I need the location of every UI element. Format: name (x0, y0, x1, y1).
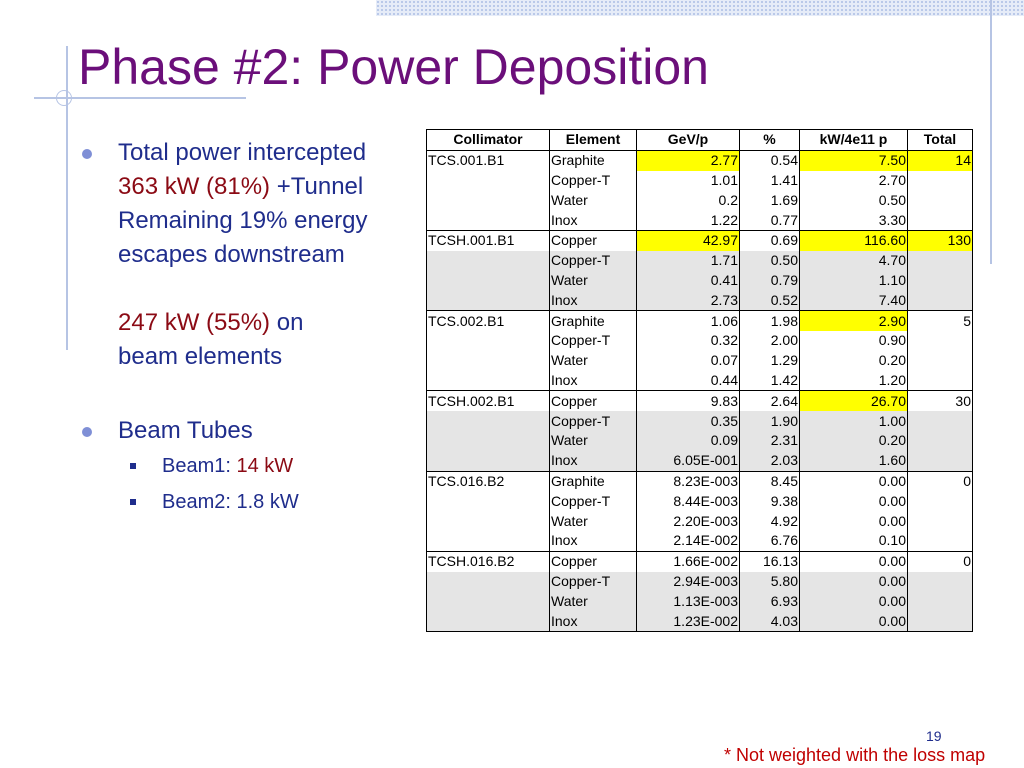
cell-kw: 2.90 (800, 311, 908, 331)
cell-percent: 1.98 (740, 311, 800, 331)
table-row (427, 290, 973, 310)
slide-title: Phase #2: Power Deposition (78, 39, 709, 95)
cell-kw: 1.60 (800, 451, 908, 471)
cell-gev-per-p: 1.01 (637, 171, 740, 191)
col-header-collimator: Collimator (427, 130, 550, 151)
cell-element: Copper-T (550, 331, 637, 351)
cell-element: Inox (550, 531, 637, 551)
beam2-label: Beam2: (162, 491, 237, 513)
cell-percent: 6.93 (740, 591, 800, 611)
cell-gev-per-p: 0.2 (637, 190, 740, 210)
cell-percent: 0.69 (740, 230, 800, 250)
cell-kw: 1.20 (800, 371, 908, 391)
cell-element: Graphite (550, 311, 637, 331)
cell-kw: 0.90 (800, 331, 908, 351)
cell-collimator (427, 331, 550, 351)
cell-collimator (427, 411, 550, 431)
table-row (427, 251, 973, 271)
cell-element: Inox (550, 210, 637, 230)
cell-percent: 0.52 (740, 290, 800, 310)
footnote: * Not weighted with the loss map (724, 745, 986, 765)
cell-kw: 0.00 (800, 572, 908, 592)
table-row (427, 551, 973, 571)
table-row (427, 611, 973, 631)
bullet-list (80, 136, 420, 520)
tunnel-text: +Tunnel (270, 173, 364, 200)
cell-element: Copper-T (550, 251, 637, 271)
cell-percent: 9.38 (740, 491, 800, 511)
cell-gev-per-p: 1.23E-002 (637, 611, 740, 631)
cell-kw: 0.50 (800, 190, 908, 210)
cell-element: Inox (550, 611, 637, 631)
cell-percent: 0.79 (740, 271, 800, 291)
bullet-line-3: Remaining 19% energy (118, 207, 368, 234)
table-row (427, 451, 973, 471)
cell-collimator: TCS.001.B1 (427, 150, 550, 170)
cell-kw: 0.10 (800, 531, 908, 551)
cell-element: Graphite (550, 471, 637, 491)
table-row (427, 331, 973, 351)
cell-total (908, 271, 973, 291)
cell-collimator (427, 210, 550, 230)
cell-percent: 0.77 (740, 210, 800, 230)
square-bullet-icon (130, 463, 136, 469)
cell-total (908, 511, 973, 531)
cell-percent: 6.76 (740, 531, 800, 551)
cell-percent: 1.29 (740, 351, 800, 371)
cell-element: Copper (550, 551, 637, 571)
cell-collimator: TCSH.016.B2 (427, 551, 550, 571)
cell-element: Water (550, 591, 637, 611)
cell-gev-per-p: 1.66E-002 (637, 551, 740, 571)
cell-total (908, 572, 973, 592)
cell-gev-per-p: 0.44 (637, 371, 740, 391)
cell-kw: 7.50 (800, 150, 908, 170)
cell-element: Copper-T (550, 411, 637, 431)
cell-collimator (427, 511, 550, 531)
cell-element: Water (550, 511, 637, 531)
cell-gev-per-p: 9.83 (637, 391, 740, 411)
cell-percent: 2.64 (740, 391, 800, 411)
cell-percent: 8.45 (740, 471, 800, 491)
cell-percent: 1.69 (740, 190, 800, 210)
cell-collimator: TCSH.002.B1 (427, 391, 550, 411)
cell-collimator (427, 591, 550, 611)
table-row (427, 230, 973, 250)
table-row (427, 210, 973, 230)
bullet-line-1: Total power intercepted (118, 139, 367, 166)
cell-gev-per-p: 2.14E-002 (637, 531, 740, 551)
intercepted-power-value: 363 kW (81%) (118, 173, 271, 200)
decor-crosshair-circle (56, 90, 72, 106)
cell-kw: 4.70 (800, 251, 908, 271)
table-row (427, 391, 973, 411)
cell-total (908, 411, 973, 431)
bullet-dot-icon (82, 427, 92, 437)
cell-total: 130 (908, 230, 973, 250)
cell-total (908, 290, 973, 310)
cell-gev-per-p: 6.05E-001 (637, 451, 740, 471)
cell-kw: 1.10 (800, 271, 908, 291)
cell-total (908, 210, 973, 230)
cell-gev-per-p: 0.07 (637, 351, 740, 371)
cell-collimator: TCSH.001.B1 (427, 230, 550, 250)
sub-bullet-beam1 (80, 448, 420, 484)
bullet-total-power (80, 136, 420, 374)
cell-element: Copper-T (550, 572, 637, 592)
cell-gev-per-p: 2.94E-003 (637, 572, 740, 592)
cell-gev-per-p: 1.13E-003 (637, 591, 740, 611)
beam-elements-power-value: 247 kW (55%) (118, 309, 271, 336)
cell-percent: 1.42 (740, 371, 800, 391)
cell-kw: 2.70 (800, 171, 908, 191)
cell-gev-per-p: 1.06 (637, 311, 740, 331)
cell-total (908, 431, 973, 451)
bullet-line-6: beam elements (118, 343, 283, 370)
page-number: 19 (926, 728, 942, 744)
cell-collimator (427, 351, 550, 371)
cell-collimator: TCS.016.B2 (427, 471, 550, 491)
cell-total (908, 171, 973, 191)
table-row (427, 431, 973, 451)
cell-kw: 3.30 (800, 210, 908, 230)
cell-percent: 4.92 (740, 511, 800, 531)
cell-percent: 2.31 (740, 431, 800, 451)
table-row (427, 511, 973, 531)
table-row (427, 351, 973, 371)
cell-element: Water (550, 190, 637, 210)
cell-collimator (427, 531, 550, 551)
cell-collimator (427, 271, 550, 291)
cell-collimator (427, 451, 550, 471)
table-header-row (427, 130, 973, 151)
cell-collimator (427, 491, 550, 511)
cell-element: Water (550, 351, 637, 371)
bullet-line-4: escapes downstream (118, 241, 345, 268)
cell-percent: 1.90 (740, 411, 800, 431)
corner-dot-pattern (376, 0, 1024, 16)
cell-gev-per-p: 2.77 (637, 150, 740, 170)
cell-total: 14 (908, 150, 973, 170)
col-header-percent: % (740, 130, 800, 151)
cell-element: Graphite (550, 150, 637, 170)
cell-kw: 0.00 (800, 471, 908, 491)
cell-kw: 7.40 (800, 290, 908, 310)
col-header-gev-per-p: GeV/p (637, 130, 740, 151)
cell-total (908, 451, 973, 471)
cell-total (908, 491, 973, 511)
decor-vertical-line-right (990, 0, 992, 264)
table-row (427, 531, 973, 551)
cell-gev-per-p: 8.44E-003 (637, 491, 740, 511)
cell-gev-per-p: 8.23E-003 (637, 471, 740, 491)
cell-gev-per-p: 1.71 (637, 251, 740, 271)
col-header-total: Total (908, 130, 973, 151)
cell-element: Copper (550, 230, 637, 250)
on-text: on (270, 309, 304, 336)
table-row (427, 171, 973, 191)
cell-kw: 0.00 (800, 511, 908, 531)
table-row (427, 371, 973, 391)
cell-total: 0 (908, 551, 973, 571)
table-row (427, 471, 973, 491)
table-row (427, 411, 973, 431)
cell-gev-per-p: 2.73 (637, 290, 740, 310)
bullet-beam-tubes (80, 414, 420, 448)
cell-total (908, 531, 973, 551)
cell-gev-per-p: 0.32 (637, 331, 740, 351)
cell-percent: 4.03 (740, 611, 800, 631)
table-row (427, 572, 973, 592)
cell-gev-per-p: 0.35 (637, 411, 740, 431)
cell-collimator (427, 611, 550, 631)
bullet-line-5 (118, 306, 420, 340)
cell-total (908, 371, 973, 391)
cell-element: Inox (550, 451, 637, 471)
cell-collimator (427, 431, 550, 451)
table-row (427, 190, 973, 210)
sub-bullet-beam2 (80, 484, 420, 520)
cell-percent: 16.13 (740, 551, 800, 571)
cell-element: Inox (550, 371, 637, 391)
cell-kw: 116.60 (800, 230, 908, 250)
cell-element: Water (550, 271, 637, 291)
cell-collimator (427, 251, 550, 271)
cell-percent: 0.54 (740, 150, 800, 170)
cell-total (908, 351, 973, 371)
cell-total (908, 331, 973, 351)
cell-collimator (427, 290, 550, 310)
cell-collimator (427, 371, 550, 391)
beam1-value: 14 kW (236, 455, 294, 477)
cell-element: Inox (550, 290, 637, 310)
cell-gev-per-p: 42.97 (637, 230, 740, 250)
cell-total: 0 (908, 471, 973, 491)
cell-kw: 0.20 (800, 431, 908, 451)
table-row (427, 311, 973, 331)
cell-percent: 2.03 (740, 451, 800, 471)
cell-element: Copper (550, 391, 637, 411)
cell-total: 30 (908, 391, 973, 411)
cell-collimator: TCS.002.B1 (427, 311, 550, 331)
power-deposition-table (426, 129, 973, 632)
cell-percent: 5.80 (740, 572, 800, 592)
cell-percent: 0.50 (740, 251, 800, 271)
cell-kw: 1.00 (800, 411, 908, 431)
cell-gev-per-p: 1.22 (637, 210, 740, 230)
cell-gev-per-p: 2.20E-003 (637, 511, 740, 531)
table-row (427, 591, 973, 611)
square-bullet-icon (130, 499, 136, 505)
cell-collimator (427, 190, 550, 210)
cell-element: Copper-T (550, 171, 637, 191)
beam-tubes-label: Beam Tubes (118, 417, 253, 444)
cell-total (908, 611, 973, 631)
cell-percent: 2.00 (740, 331, 800, 351)
col-header-kw-per-4e11p: kW/4e11 p (800, 130, 908, 151)
cell-collimator (427, 572, 550, 592)
cell-total (908, 591, 973, 611)
bullet-line-2 (118, 170, 420, 204)
bullet-dot-icon (82, 149, 92, 159)
cell-kw: 0.20 (800, 351, 908, 371)
table-row (427, 491, 973, 511)
cell-kw: 0.00 (800, 551, 908, 571)
beam2-value: 1.8 kW (236, 491, 299, 513)
cell-total: 5 (908, 311, 973, 331)
cell-element: Copper-T (550, 491, 637, 511)
cell-total (908, 251, 973, 271)
cell-gev-per-p: 0.41 (637, 271, 740, 291)
cell-gev-per-p: 0.09 (637, 431, 740, 451)
col-header-element: Element (550, 130, 637, 151)
cell-kw: 26.70 (800, 391, 908, 411)
cell-kw: 0.00 (800, 611, 908, 631)
cell-collimator (427, 171, 550, 191)
cell-kw: 0.00 (800, 491, 908, 511)
cell-kw: 0.00 (800, 591, 908, 611)
cell-element: Water (550, 431, 637, 451)
table-row (427, 271, 973, 291)
cell-total (908, 190, 973, 210)
beam1-label: Beam1: (162, 455, 237, 477)
cell-percent: 1.41 (740, 171, 800, 191)
table-row (427, 150, 973, 170)
